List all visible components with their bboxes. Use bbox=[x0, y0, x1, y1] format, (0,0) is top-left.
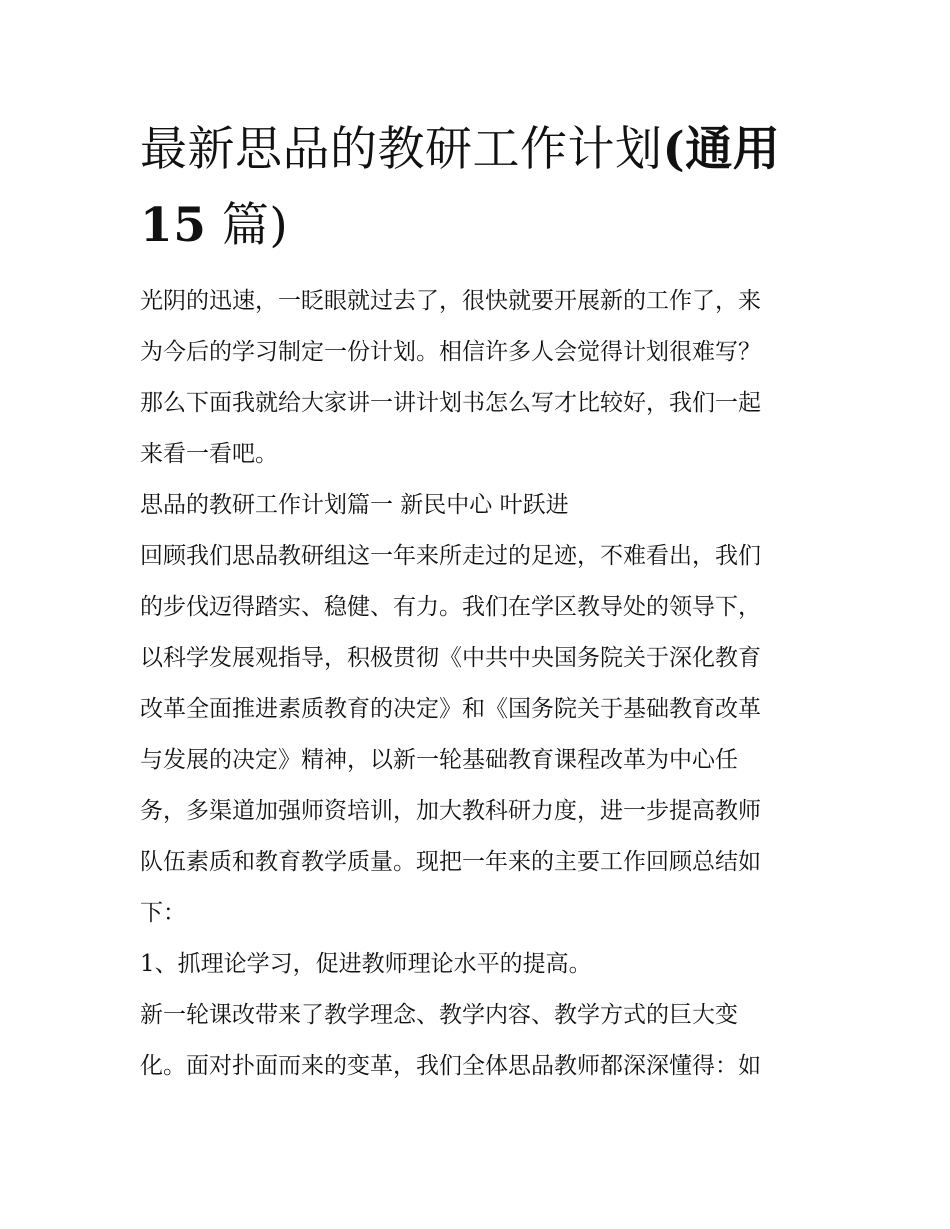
text-line: 那么下面我就给大家讲一讲计划书怎么写才比较好，我们一起 bbox=[140, 390, 761, 416]
title-number: 15 bbox=[140, 198, 207, 253]
title-suffix: 篇) bbox=[206, 198, 289, 253]
text-line: 队伍素质和教育教学质量。现把一年来的主要工作回顾总结如 bbox=[140, 849, 761, 875]
text-line: 化。面对扑面而来的变革，我们全体思品教师都深深懂得：如 bbox=[140, 1053, 761, 1079]
title-line-2 bbox=[140, 198, 288, 253]
text-line: 来看一看吧。 bbox=[140, 441, 278, 467]
text-line: 为今后的学习制定一份计划。相信许多人会觉得计划很难写？ bbox=[140, 339, 761, 365]
text-line: 光阴的迅速，一眨眼就过去了，很快就要开展新的工作了，来 bbox=[140, 288, 761, 314]
text-line: 下： bbox=[140, 900, 186, 926]
text-line: 回顾我们思品教研组这一年来所走过的足迹，不难看出，我们 bbox=[140, 543, 761, 569]
text-line: 的步伐迈得踏实、稳健、有力。我们在学区教导处的领导下， bbox=[140, 594, 761, 620]
title-paren-open: (通用 bbox=[662, 122, 781, 177]
text-line: 新一轮课改带来了教学理念、教学内容、教学方式的巨大变 bbox=[140, 1002, 738, 1028]
title-text: 最新思品的教研工作计划 bbox=[140, 122, 663, 177]
section-heading: 思品的教研工作计划篇一 新民中心 叶跃进 bbox=[140, 492, 569, 518]
text-line: 以科学发展观指导，积极贯彻《中共中央国务院关于深化教育 bbox=[140, 645, 761, 671]
numbered-item: 1、抓理论学习，促进教师理论水平的提高。 bbox=[140, 951, 592, 977]
text-line: 与发展的决定》精神，以新一轮基础教育课程改革为中心任 bbox=[140, 747, 738, 773]
title-line-1 bbox=[140, 122, 780, 177]
document-title bbox=[140, 112, 820, 264]
text-line: 改革全面推进素质教育的决定》和《国务院关于基础教育改革 bbox=[140, 696, 761, 722]
document-body bbox=[140, 276, 830, 1092]
text-line: 务，多渠道加强师资培训，加大教科研力度，进一步提高教师 bbox=[140, 798, 761, 824]
